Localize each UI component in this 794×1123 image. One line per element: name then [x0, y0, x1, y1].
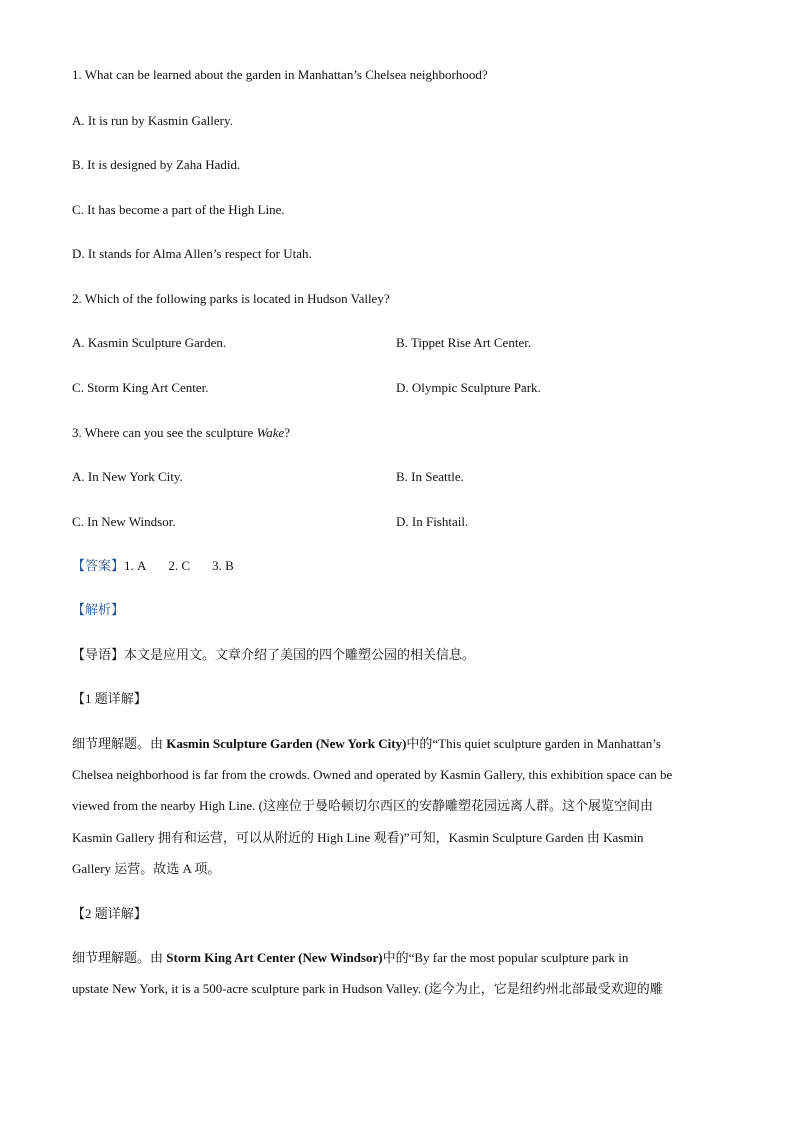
- detail1-line-3: viewed from the nearby High Line. (这座位于曼哈顿切尔西区的安静雕塑花园远离人群。这个展览空间由: [72, 798, 653, 813]
- detail1-line-4: Kasmin Gallery 拥有和运营，可以从附近的 High Line 观看)”可知，Kasmin Sculpture Garden 由 Kasmin: [72, 830, 644, 845]
- q1-option-d: D. It stands for Alma Allen’s respect for Utah.: [72, 246, 312, 261]
- detail1-line-5: Gallery 运营。故选 A 项。: [72, 861, 221, 876]
- detail2-heading: 【2 题详解】: [72, 906, 147, 921]
- answer-1: 1. A: [124, 558, 147, 573]
- q3-option-d: D. In Fishtail.: [396, 514, 469, 529]
- detail2-line-1: [72, 949, 628, 967]
- analysis-label: 【解析】: [72, 602, 125, 617]
- q1-stem: 1. What can be learned about the garden in Manhattan’s Chelsea neighborhood?: [72, 67, 488, 82]
- detail2-intro: 细节理解题。由: [72, 950, 167, 965]
- guide-text: 【导语】本文是应用文。文章介绍了美国的四个雕塑公园的相关信息。: [72, 647, 476, 662]
- q3-option-c: C. In New Windsor.: [72, 514, 176, 529]
- q2-option-a: A. Kasmin Sculpture Garden.: [72, 335, 227, 350]
- q3-sculpture-title: Wake: [256, 425, 285, 440]
- q2-option-c: C. Storm King Art Center.: [72, 380, 209, 395]
- detail1-line-1: [72, 735, 661, 753]
- q3-stem-end: ?: [284, 425, 291, 440]
- detail2-line-2: upstate New York, it is a 500-acre sculpture park in Hudson Valley. (迄今为止，它是纽约州北部最受欢迎的雕: [72, 981, 663, 996]
- q2-option-b: B. Tippet Rise Art Center.: [396, 335, 532, 350]
- answer-2: 2. C: [168, 558, 191, 573]
- detail1-line-2: Chelsea neighborhood is far from the crowds. Owned and operated by Kasmin Gallery, this exhibition space can be: [72, 767, 673, 782]
- q1-option-b: B. It is designed by Zaha Hadid.: [72, 157, 241, 172]
- q1-option-a: A. It is run by Kasmin Gallery.: [72, 113, 233, 128]
- answer-label: 【答案】: [72, 558, 125, 573]
- q2-stem: 2. Which of the following parks is located in Hudson Valley?: [72, 291, 390, 306]
- detail1-park-name: Kasmin Sculpture Garden (New York City): [166, 736, 407, 751]
- q3-stem-text: 3. Where can you see the sculpture: [72, 425, 257, 440]
- q3-stem: [72, 424, 290, 442]
- detail1-heading: 【1 题详解】: [72, 691, 147, 706]
- detail1-intro: 细节理解题。由: [72, 736, 167, 751]
- q3-option-b: B. In Seattle.: [396, 469, 464, 484]
- q2-option-d: D. Olympic Sculpture Park.: [396, 380, 541, 395]
- q3-option-a: A. In New York City.: [72, 469, 183, 484]
- detail2-quote-start: 中的“By far the most popular sculpture park in: [382, 950, 629, 965]
- answer-line: [72, 557, 234, 575]
- detail1-quote-start: 中的“This quiet sculpture garden in Manhattan’s: [406, 736, 661, 751]
- q1-option-c: C. It has become a part of the High Line.: [72, 202, 285, 217]
- detail2-park-name: Storm King Art Center (New Windsor): [166, 950, 383, 965]
- answer-3: 3. B: [212, 558, 234, 573]
